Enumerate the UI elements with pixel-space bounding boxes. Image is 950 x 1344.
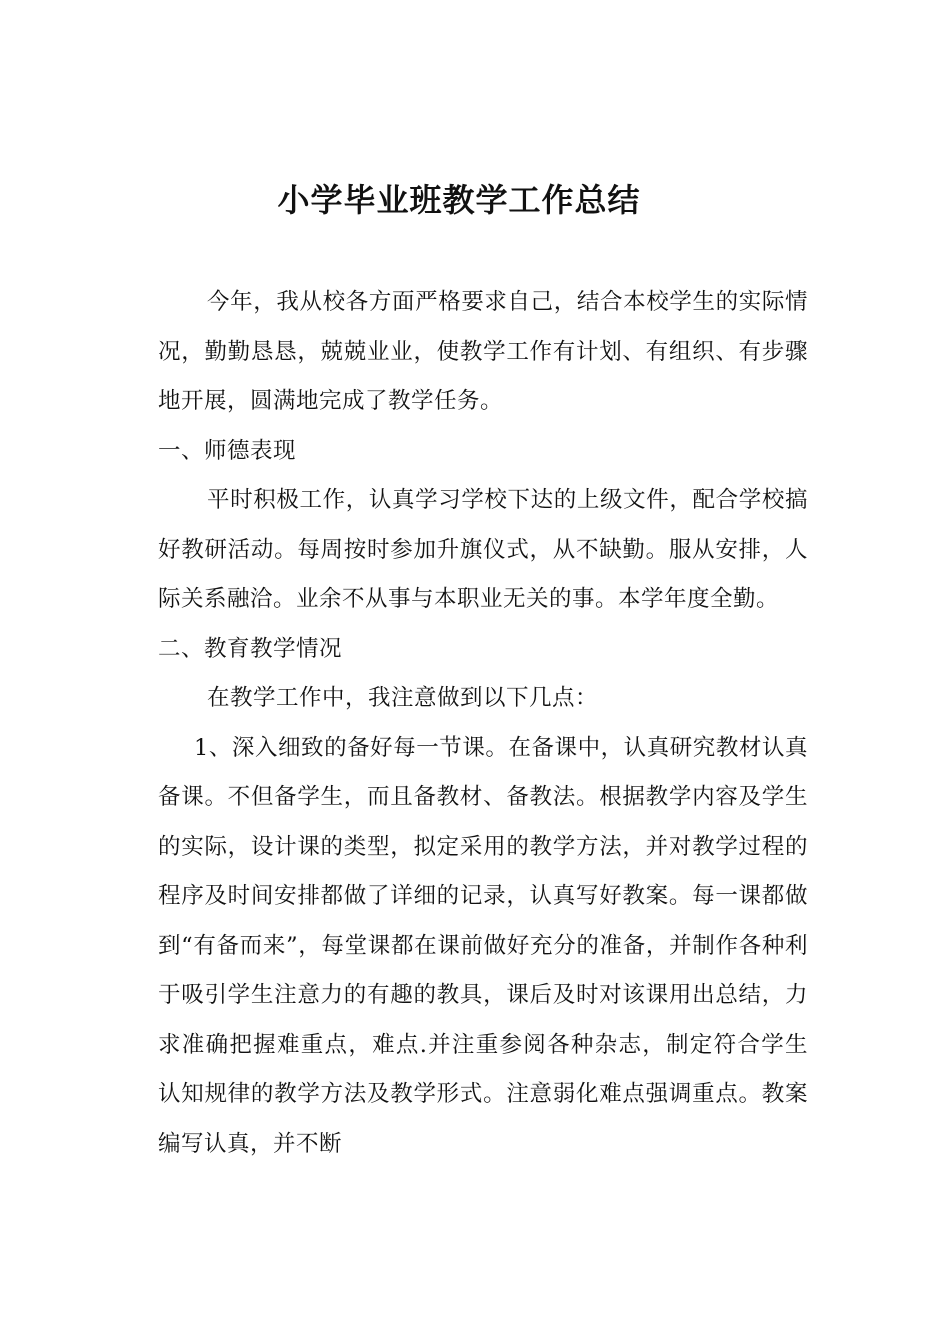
- section-heading-ethics: 一、师德表现: [158, 437, 297, 464]
- teaching-lead-paragraph: 在教学工作中，我注意做到以下几点：: [207, 685, 599, 711]
- intro-paragraph: 今年，我从校各方面严格要求自己，结合本校学生的实际情况，勤勤恳恳，兢兢业业，使教学工作有计划、有组织、有步骤地开展，圆满地完成了教学任务。: [158, 289, 808, 414]
- document-body: [158, 278, 808, 1169]
- section-heading-teaching: 二、教育教学情况: [158, 635, 343, 662]
- document-title: 小学毕业班教学工作总结: [277, 181, 641, 219]
- teaching-item-1-paragraph: 1、深入细致的备好每一节课。在备课中，认真研究教材认真备课。不但备学生，而且备教材、备教法。根据教学内容及学生的实际，设计课的类型，拟定采用的教学方法，并对教学过程的程序及时间安排都做了详细的记录，认真写好教案。每一课都做到“有备而来”，每堂课都在课前做好充分的准备，并制作各种利于吸引学生注意力的有趣的教具，课后及时对该课用出总结，力求准确把握难重点，难点.并注重参阅各种杂志，制定符合学生认知规律的教学方法及教学形式。注意弱化难点强调重点。教案编写认真，并不断: [158, 734, 808, 1157]
- ethics-paragraph: 平时积极工作，认真学习学校下达的上级文件，配合学校搞好教研活动。每周按时参加升旗仪式，从不缺勤。服从安排，人际关系融洽。业余不从事与本职业无关的事。本学年度全勤。: [158, 487, 808, 612]
